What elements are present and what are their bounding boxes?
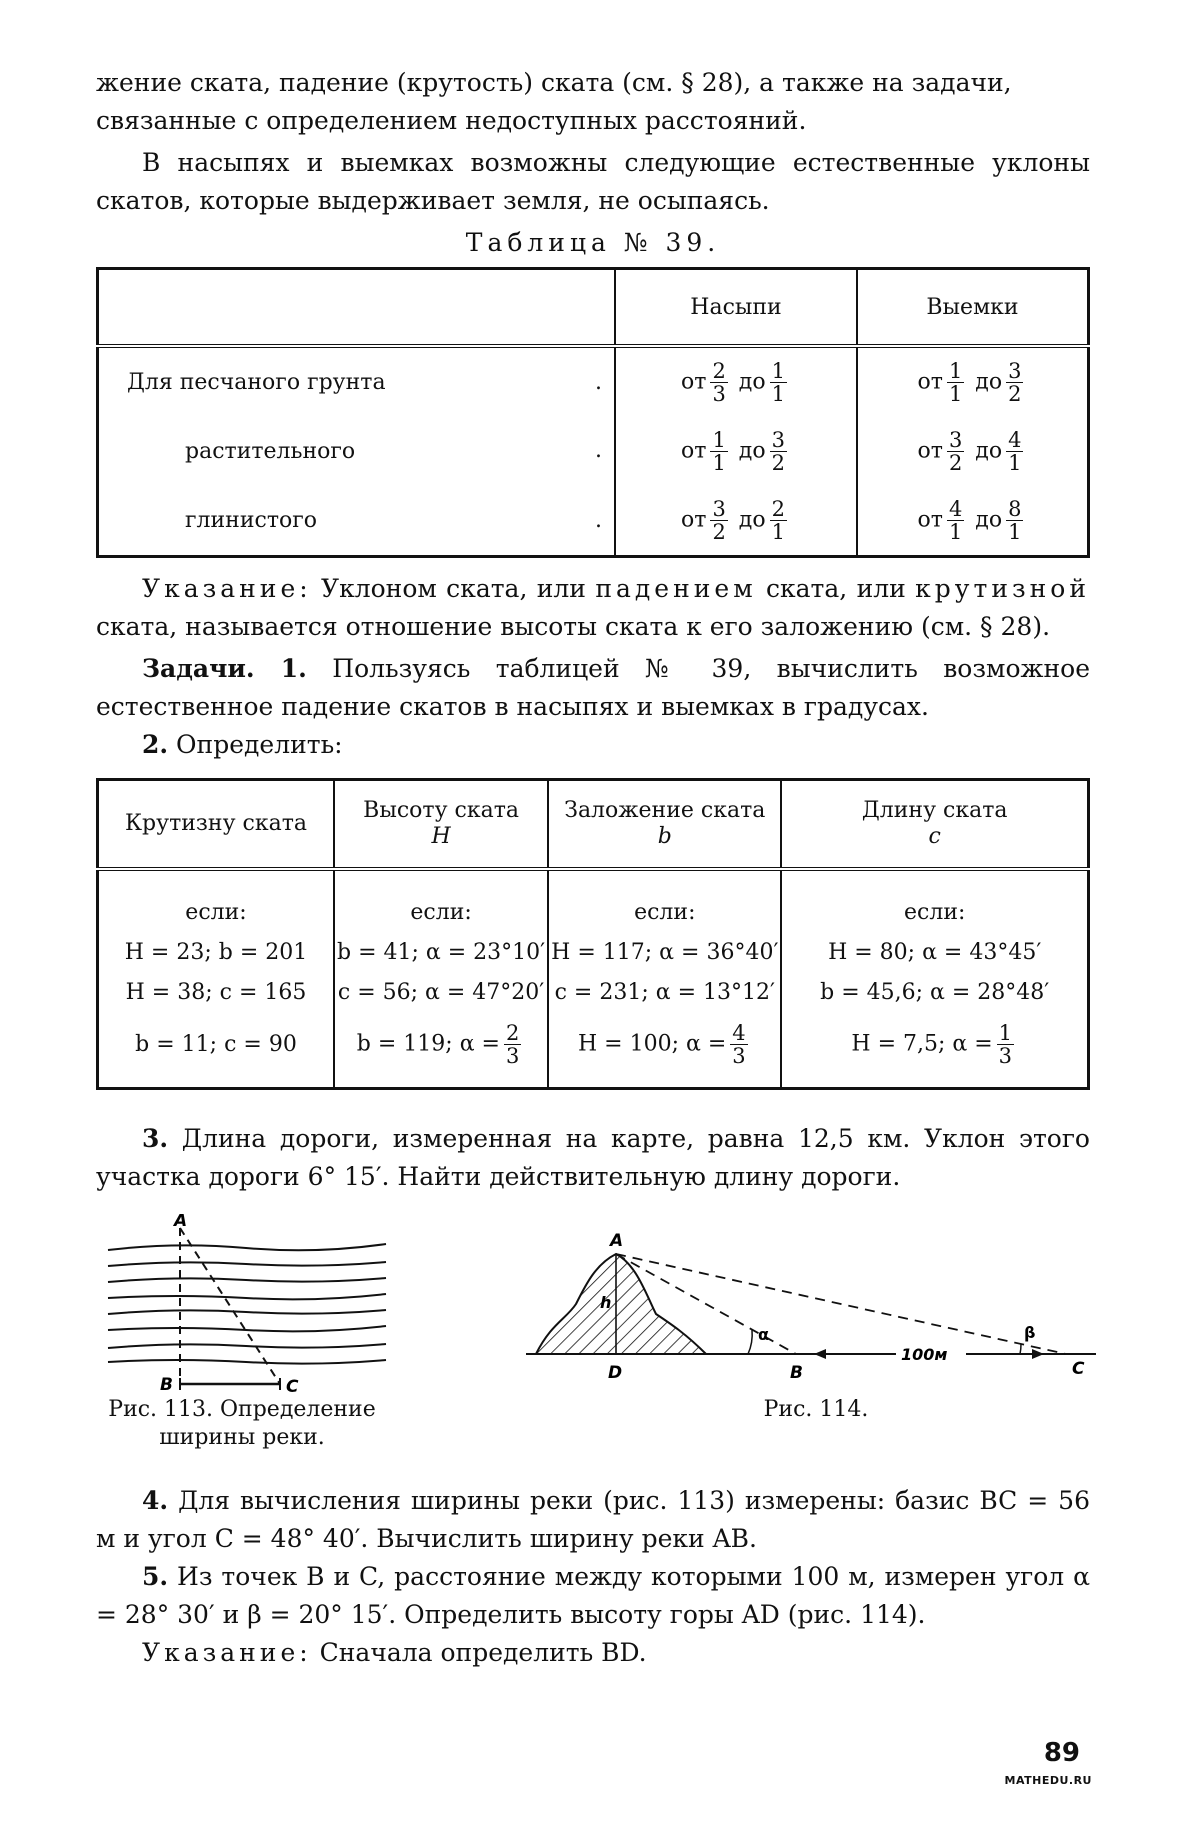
table-slopes-cell: b = 45,6; α = 28°48′ bbox=[781, 973, 1088, 1013]
table-slopes-cell: b = 41; α = 23°10′ bbox=[334, 933, 548, 973]
table-slopes-header: Высоту ската H bbox=[334, 779, 548, 869]
paragraph-continuation: жение ската, падение (крутость) ската (см. § 28), а также на задачи, связанные с определением недоступных расстояний. bbox=[96, 68, 1012, 135]
task-4: 4. Для вычисления ширины реки (рис. 113) измерены: базис BC = 56 м и угол C = 48° 40′. Вычислить ширину реки AB. bbox=[96, 1485, 1090, 1553]
table-slopes-cell: H = 23; b = 201 bbox=[124, 940, 308, 965]
fig114-label-c: C bbox=[1072, 1358, 1085, 1379]
table-39-caption: Таблица № 39. bbox=[465, 228, 721, 257]
soil-type-label: глинистого . bbox=[185, 507, 602, 533]
table-slopes-cell: H = 7,5; α = $\frac{1}{3}$ bbox=[781, 1013, 1088, 1089]
fraction: $\frac{4}{1}$ bbox=[948, 496, 963, 544]
table-slopes-row bbox=[98, 1013, 1089, 1089]
fig114-distance: 100м bbox=[901, 1344, 948, 1364]
fig114-label-a: A bbox=[610, 1230, 624, 1251]
table-slopes-cell: b = 119; α = $\frac{2}{3}$ bbox=[334, 1013, 548, 1089]
note-hint: Указание: Сначала определить BD. bbox=[142, 1637, 647, 1667]
vyemki-range: от $\frac{1}{1}$ до $\frac{3}{2}$ bbox=[857, 346, 1089, 416]
table-slopes-cell: c = 231; α = 13°12′ bbox=[548, 973, 781, 1013]
paragraph-slopes: В насыпях и выемках возможны следующие естественные уклоны скатов, которые выдерживает земля, не осыпаясь. bbox=[96, 148, 1090, 215]
table-slopes-cell: H = 100; α = $\frac{4}{3}$ bbox=[548, 1013, 781, 1089]
table-slopes-header: Длину ската c bbox=[781, 779, 1088, 869]
fig113-label-c: C bbox=[286, 1376, 299, 1394]
table-slopes-cell: если: bbox=[781, 869, 1088, 933]
table-slopes-header: Крутизну ската bbox=[125, 810, 307, 836]
table-slopes-row bbox=[98, 869, 1089, 933]
fraction: $\frac{1}{1}$ bbox=[771, 358, 785, 406]
task-2: 2. Определить: bbox=[142, 729, 343, 759]
vyemki-range: от $\frac{4}{1}$ до $\frac{8}{1}$ bbox=[857, 486, 1089, 556]
figures-row bbox=[96, 1213, 1090, 1450]
fig114-label-alpha: α bbox=[758, 1324, 769, 1344]
vyemki-range: от $\frac{3}{2}$ до $\frac{4}{1}$ bbox=[857, 416, 1089, 486]
fraction: $\frac{4}{1}$ bbox=[1008, 427, 1022, 475]
nasypi-range: от $\frac{2}{3}$ до $\frac{1}{1}$ bbox=[615, 346, 857, 416]
table-39-row bbox=[98, 486, 1089, 556]
table-slopes-row bbox=[98, 973, 1089, 1013]
fraction: $\frac{2}{3}$ bbox=[712, 358, 726, 406]
page-content bbox=[96, 64, 1090, 1672]
fig114-label-b: B bbox=[790, 1362, 803, 1383]
page-number: 89 bbox=[1043, 1738, 1080, 1768]
table-slopes-row bbox=[98, 933, 1089, 973]
figure-113-caption: Рис. 113. Определение ширины реки. bbox=[108, 1396, 376, 1450]
fig113-label-b: B bbox=[160, 1374, 173, 1394]
soil-type-label: Для песчаного грунта . bbox=[98, 346, 616, 416]
fig114-label-beta: β bbox=[1024, 1322, 1036, 1342]
soil-type-label: растительного . bbox=[185, 438, 602, 464]
fig114-label-d: D bbox=[608, 1362, 623, 1383]
table-39 bbox=[96, 267, 1090, 558]
table-slopes-cell: b = 11; c = 90 bbox=[135, 1032, 297, 1057]
table-slopes bbox=[96, 778, 1090, 1090]
nasypi-range: от $\frac{1}{1}$ до $\frac{3}{2}$ bbox=[615, 416, 857, 486]
table-slopes-header: Заложение ската b bbox=[548, 779, 781, 869]
fig114-label-h: h bbox=[600, 1292, 612, 1312]
table-39-header-empty bbox=[98, 269, 616, 347]
task-1: Задачи. 1. Пользуясь таблицей № 39, вычислить возможное естественное падение скатов в насыпях и выемках в градусах. bbox=[96, 653, 1090, 721]
table-39-header-vyemki: Выемки bbox=[857, 269, 1089, 347]
figure-113 bbox=[96, 1214, 396, 1394]
table-slopes-cell: H = 117; α = 36°40′ bbox=[548, 933, 781, 973]
table-slopes-cell: если: bbox=[98, 869, 335, 933]
note-definition: Указание: Уклоном ската, или падением ската, или крутизной ската, называется отношение высоты ската к его заложению (см. § 28). bbox=[96, 573, 1090, 641]
task-3: 3. Длина дороги, измеренная на карте, равна 12,5 км. Уклон этого участка дороги 6° 15′. Найти действительную длину дороги. bbox=[96, 1123, 1090, 1191]
fraction: $\frac{3}{2}$ bbox=[948, 427, 963, 475]
table-slopes-cell: H = 80; α = 43°45′ bbox=[781, 933, 1088, 973]
fraction: $\frac{3}{2}$ bbox=[712, 496, 726, 544]
fraction: $\frac{3}{2}$ bbox=[1008, 358, 1022, 406]
figure-114-caption: Рис. 114. bbox=[763, 1396, 869, 1422]
watermark: MATHEDU.RU bbox=[1004, 1774, 1092, 1787]
table-39-row bbox=[98, 416, 1089, 486]
table-39-row bbox=[98, 346, 1089, 416]
fraction: $\frac{3}{2}$ bbox=[771, 427, 785, 475]
fraction: $\frac{4}{3}$ bbox=[732, 1021, 746, 1068]
fraction: $\frac{1}{1}$ bbox=[948, 358, 963, 406]
table-slopes-cell: если: bbox=[334, 869, 548, 933]
table-slopes-cell: c = 56; α = 47°20′ bbox=[334, 973, 548, 1013]
fraction: $\frac{8}{1}$ bbox=[1008, 496, 1022, 544]
table-39-header-nasypi: Насыпи bbox=[615, 269, 857, 347]
table-slopes-cell: если: bbox=[548, 869, 781, 933]
nasypi-range: от $\frac{3}{2}$ до $\frac{2}{1}$ bbox=[615, 486, 857, 556]
task-5: 5. Из точек B и C, расстояние между которыми 100 м, измерен угол α = 28° 30′ и β = 20° 15′. Определить высоту горы AD (рис. 114). bbox=[96, 1561, 1090, 1629]
fraction: $\frac{1}{3}$ bbox=[998, 1021, 1013, 1068]
fraction: $\frac{2}{3}$ bbox=[505, 1021, 520, 1068]
fig113-label-a: A bbox=[174, 1213, 188, 1231]
fraction: $\frac{1}{1}$ bbox=[712, 427, 726, 475]
figure-114 bbox=[496, 1224, 1116, 1384]
fraction: $\frac{2}{1}$ bbox=[771, 496, 785, 544]
table-slopes-cell: H = 38; c = 165 bbox=[125, 980, 307, 1005]
